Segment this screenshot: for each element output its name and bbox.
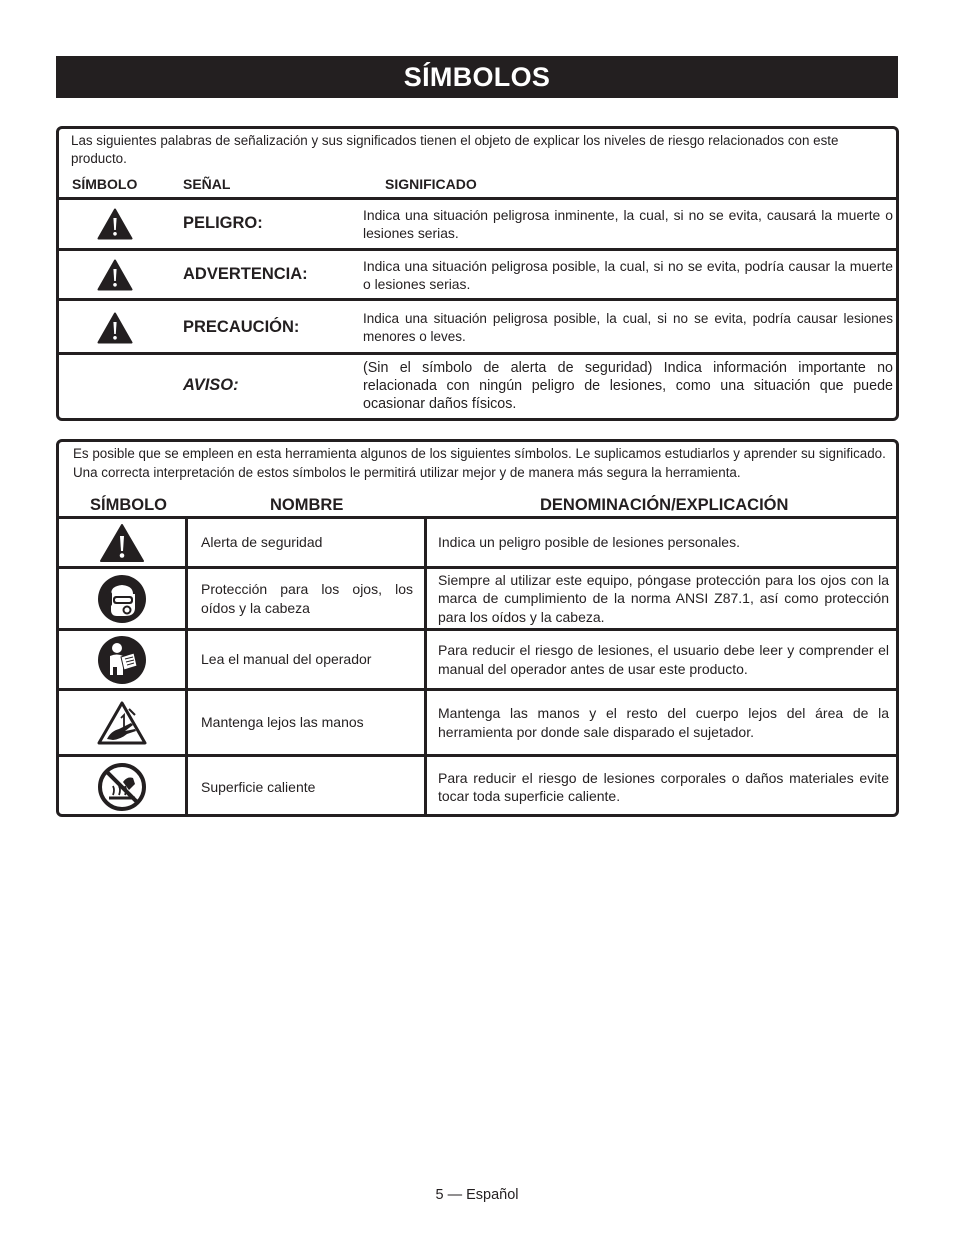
header-meaning: SIGNIFICADO xyxy=(385,176,477,192)
signal-meaning: Indica una situación peligrosa inminente, la cual, si no se evita, causará la muerte o lesiones serias. xyxy=(363,207,893,241)
symbol-name: Lea el manual del operador xyxy=(201,651,372,668)
signal-row-peligro xyxy=(59,197,896,250)
symbols-table xyxy=(59,516,896,814)
symbol-name: Alerta de seguridad xyxy=(201,534,323,551)
header-symbol: SÍMBOLO xyxy=(72,176,138,192)
signal-row-aviso xyxy=(59,352,896,418)
symbol-explanation: Para reducir el riesgo de lesiones corporales o daños materiales evite tocar toda superficie caliente. xyxy=(438,769,889,804)
table-row xyxy=(59,569,896,631)
warning-triangle-icon xyxy=(97,312,133,349)
signal-meaning: Indica una situación peligrosa posible, la cual, si no se evita, podría causar lesiones menores o leves. xyxy=(363,311,893,344)
signal-word: AVISO: xyxy=(183,376,239,394)
safety-alert-icon xyxy=(59,519,185,566)
signal-words-panel xyxy=(56,126,899,421)
read-manual-icon xyxy=(59,631,185,688)
warning-triangle-icon xyxy=(97,259,133,296)
keep-hands-away-icon xyxy=(59,691,185,754)
symbol-explanation: Mantenga las manos y el resto del cuerpo lejos del área de la herramienta por donde sale disparado el sujetador. xyxy=(438,705,889,740)
signal-words-intro: Las siguientes palabras de señalización y sus significados tienen el objeto de explicar los niveles de riesgo relacionados con este producto. xyxy=(71,133,839,166)
hot-surface-icon xyxy=(59,757,185,817)
page-title: SÍMBOLOS xyxy=(56,56,898,98)
table-row xyxy=(59,691,896,757)
symbol-name: Mantenga lejos las manos xyxy=(201,714,364,731)
eye-ear-head-protection-icon xyxy=(59,569,185,628)
header-signal: SEÑAL xyxy=(183,176,231,192)
header-explanation: DENOMINACIÓN/EXPLICACIÓN xyxy=(540,496,789,514)
signal-word: PELIGRO: xyxy=(183,214,263,232)
page-footer: 5 — Español xyxy=(435,1187,519,1203)
table-row xyxy=(59,631,896,691)
signal-meaning: Indica una situación peligrosa posible, la cual, si no se evita, podría causar la muerte o lesiones serias. xyxy=(363,258,893,292)
warning-triangle-icon xyxy=(97,208,133,245)
symbols-panel xyxy=(56,439,899,817)
header-name: NOMBRE xyxy=(270,496,344,514)
signal-meaning: (Sin el símbolo de alerta de seguridad) Indica información importante no relacionada con ningún peligro de lesiones, como una situación que puede ocasionar daños físicos. xyxy=(363,360,893,412)
symbol-explanation: Indica un peligro posible de lesiones personales. xyxy=(438,534,740,551)
symbol-name: Protección para los ojos, los oídos y la cabeza xyxy=(201,581,413,616)
signal-row-advertencia xyxy=(59,248,896,301)
table-row xyxy=(59,757,896,817)
symbol-name: Superficie caliente xyxy=(201,778,316,795)
header-symbol: SÍMBOLO xyxy=(90,496,167,514)
symbol-explanation: Siempre al utilizar este equipo, póngase protección para los ojos con la marca de cumplimiento de la norma ANSI Z87.1, así como protección para los oídos y la cabeza. xyxy=(438,571,889,625)
symbol-explanation: Para reducir el riesgo de lesiones, el usuario debe leer y comprender el manual del operador antes de usar este producto. xyxy=(438,642,889,677)
signal-word: ADVERTENCIA: xyxy=(183,265,308,283)
table-row xyxy=(59,519,896,569)
signal-word: PRECAUCIÓN: xyxy=(183,318,300,336)
symbols-intro: Es posible que se empleen en esta herramienta algunos de los siguientes símbolos. Le suplicamos estudiarlos y aprender su significado. Una correcta interpretación de estos símbolos le permitirá utilizar mejor y de manera más segura la herramienta. xyxy=(73,446,886,480)
signal-row-precaucion xyxy=(59,298,896,355)
